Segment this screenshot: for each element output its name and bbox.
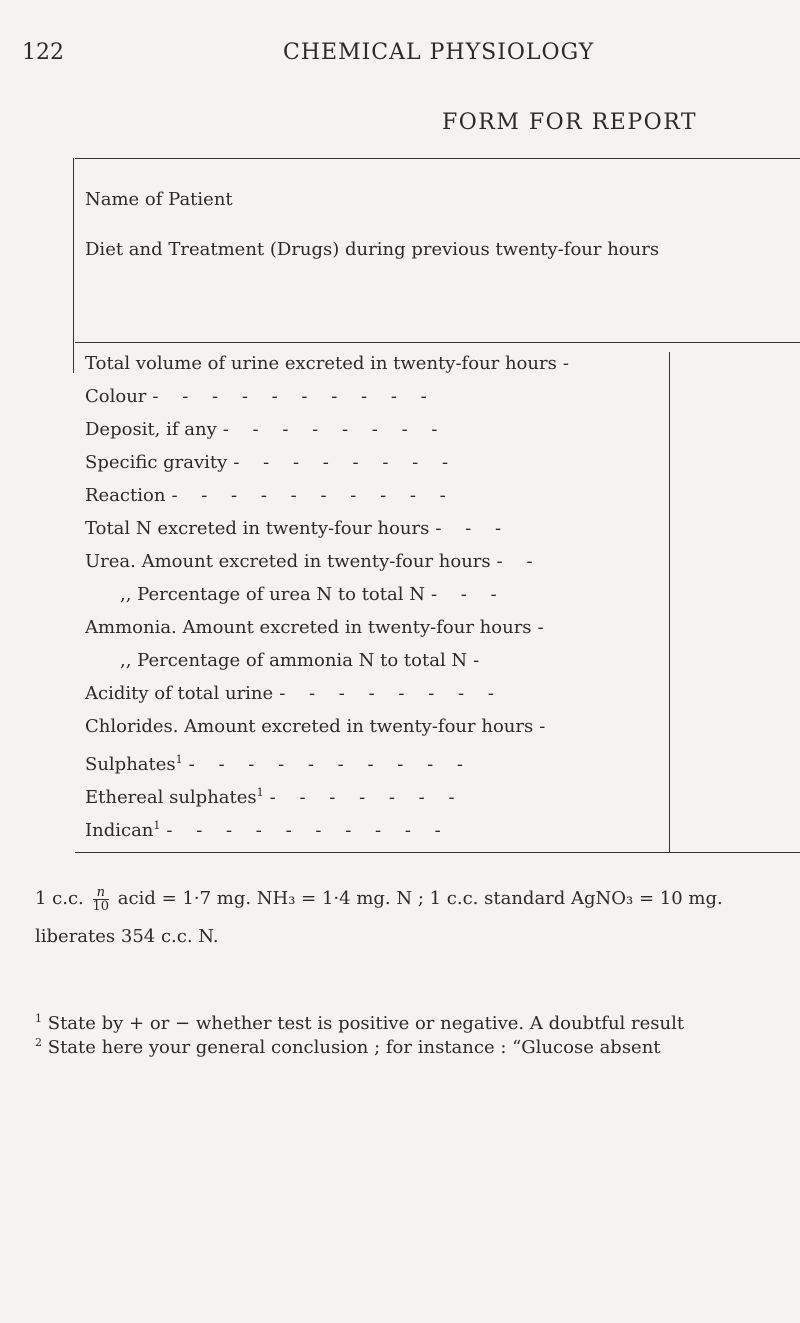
row-leader: - <box>562 353 578 374</box>
patient-name-field[interactable]: Name of Patient <box>85 189 233 210</box>
row-indican[interactable] <box>85 814 595 843</box>
row-leader: - - <box>496 551 542 572</box>
row-ammonia-amount[interactable] <box>85 616 595 640</box>
value-column-rule <box>669 352 670 852</box>
footnote-ref: 1 <box>175 753 183 766</box>
row-label: ,, Percentage of urea N to total N <box>120 584 425 605</box>
row-label: Acidity of total urine <box>85 683 274 704</box>
row-label-text: Sulphates <box>85 754 176 775</box>
row-leader: - - - <box>435 518 511 539</box>
row-label <box>85 820 166 841</box>
form-title: FORM FOR REPORT <box>442 110 698 135</box>
row-leader: - - - - - - - - - - <box>166 820 450 841</box>
footnote-ref: 1 <box>153 819 161 832</box>
row-label: Total N excreted in twenty-four hours <box>85 518 430 539</box>
row-leader: - - - <box>430 584 506 605</box>
running-head: CHEMICAL PHYSIOLOGY <box>283 40 595 65</box>
row-leader: - - - - - - - - - - <box>152 386 436 407</box>
row-total-volume[interactable] <box>85 352 595 376</box>
diet-treatment-field[interactable]: Diet and Treatment (Drugs) during previous twenty-four hours <box>85 239 660 260</box>
footnote-mark: 2 <box>35 1036 42 1049</box>
row-leader: - - - - - - - - <box>222 419 447 440</box>
normal-fraction <box>93 886 110 913</box>
row-leader: - - - - - - - - <box>279 683 503 704</box>
row-colour[interactable] <box>85 385 595 409</box>
row-label: Chlorides. Amount excreted in twenty-four hours <box>85 716 534 737</box>
page-number: 122 <box>22 40 64 65</box>
row-label: Ammonia. Amount excreted in twenty-four hours <box>85 617 532 638</box>
row-sulphates[interactable] <box>85 748 595 777</box>
row-leader: - <box>539 716 555 737</box>
equivalence-note <box>35 880 723 956</box>
fraction-numerator: n <box>93 886 110 900</box>
row-label: ,, Percentage of ammonia N to total N <box>120 650 468 671</box>
table-bottom-rule <box>75 852 800 853</box>
row-leader: - <box>473 650 489 671</box>
row-label-text: Indican <box>85 820 154 841</box>
row-label: Total volume of urine excreted in twenty-four hours <box>85 353 557 374</box>
note-line-2: liberates 354 c.c. N. <box>35 926 219 947</box>
row-leader: - - - - - - - - <box>233 452 458 473</box>
footnote-mark: 1 <box>35 1012 42 1025</box>
row-chlorides[interactable] <box>85 715 595 739</box>
row-label: Deposit, if any <box>85 419 217 440</box>
row-leader: - - - - - - - - - - <box>188 754 472 775</box>
note-line-1 <box>35 880 723 918</box>
note-prefix: 1 c.c. <box>35 888 84 909</box>
row-specific-gravity[interactable] <box>85 451 595 475</box>
footnote-ref: 1 <box>256 786 264 799</box>
row-label: Urea. Amount excreted in twenty-four hours <box>85 551 491 572</box>
report-table <box>75 352 800 864</box>
row-deposit[interactable] <box>85 418 595 442</box>
footnote-text: State here your general conclusion ; for instance : “Glucose absent <box>47 1037 661 1058</box>
row-leader: - - - - - - - - - - <box>171 485 455 506</box>
row-label <box>85 754 189 775</box>
row-label: Reaction <box>85 485 166 506</box>
row-label: Specific gravity <box>85 452 228 473</box>
fraction-denominator: 10 <box>92 898 110 914</box>
section-divider <box>75 342 800 343</box>
row-ethereal-sulphates[interactable] <box>85 781 595 810</box>
note-rest: acid = 1·7 mg. NH₃ = 1·4 mg. N ; 1 c.c. standard AgNO₃ = 10 mg. <box>117 888 723 909</box>
row-leader: - <box>537 617 553 638</box>
row-leader: - - - - - - - <box>269 787 464 808</box>
row-total-n[interactable] <box>85 517 595 541</box>
footnote-text: State by + or − whether test is positive or negative. A doubtful result <box>47 1013 685 1034</box>
row-urea-percentage[interactable] <box>120 583 595 607</box>
row-ammonia-percentage[interactable] <box>120 649 595 673</box>
row-label-text: Ethereal sulphates <box>85 787 257 808</box>
row-label <box>85 787 270 808</box>
row-urea-amount[interactable] <box>85 550 595 574</box>
row-reaction[interactable] <box>85 484 595 508</box>
frame-top-rule <box>75 158 800 159</box>
frame-left-rule <box>73 158 74 373</box>
row-acidity[interactable] <box>85 682 595 706</box>
row-label: Colour <box>85 386 147 407</box>
footnote-2 <box>35 1031 661 1060</box>
